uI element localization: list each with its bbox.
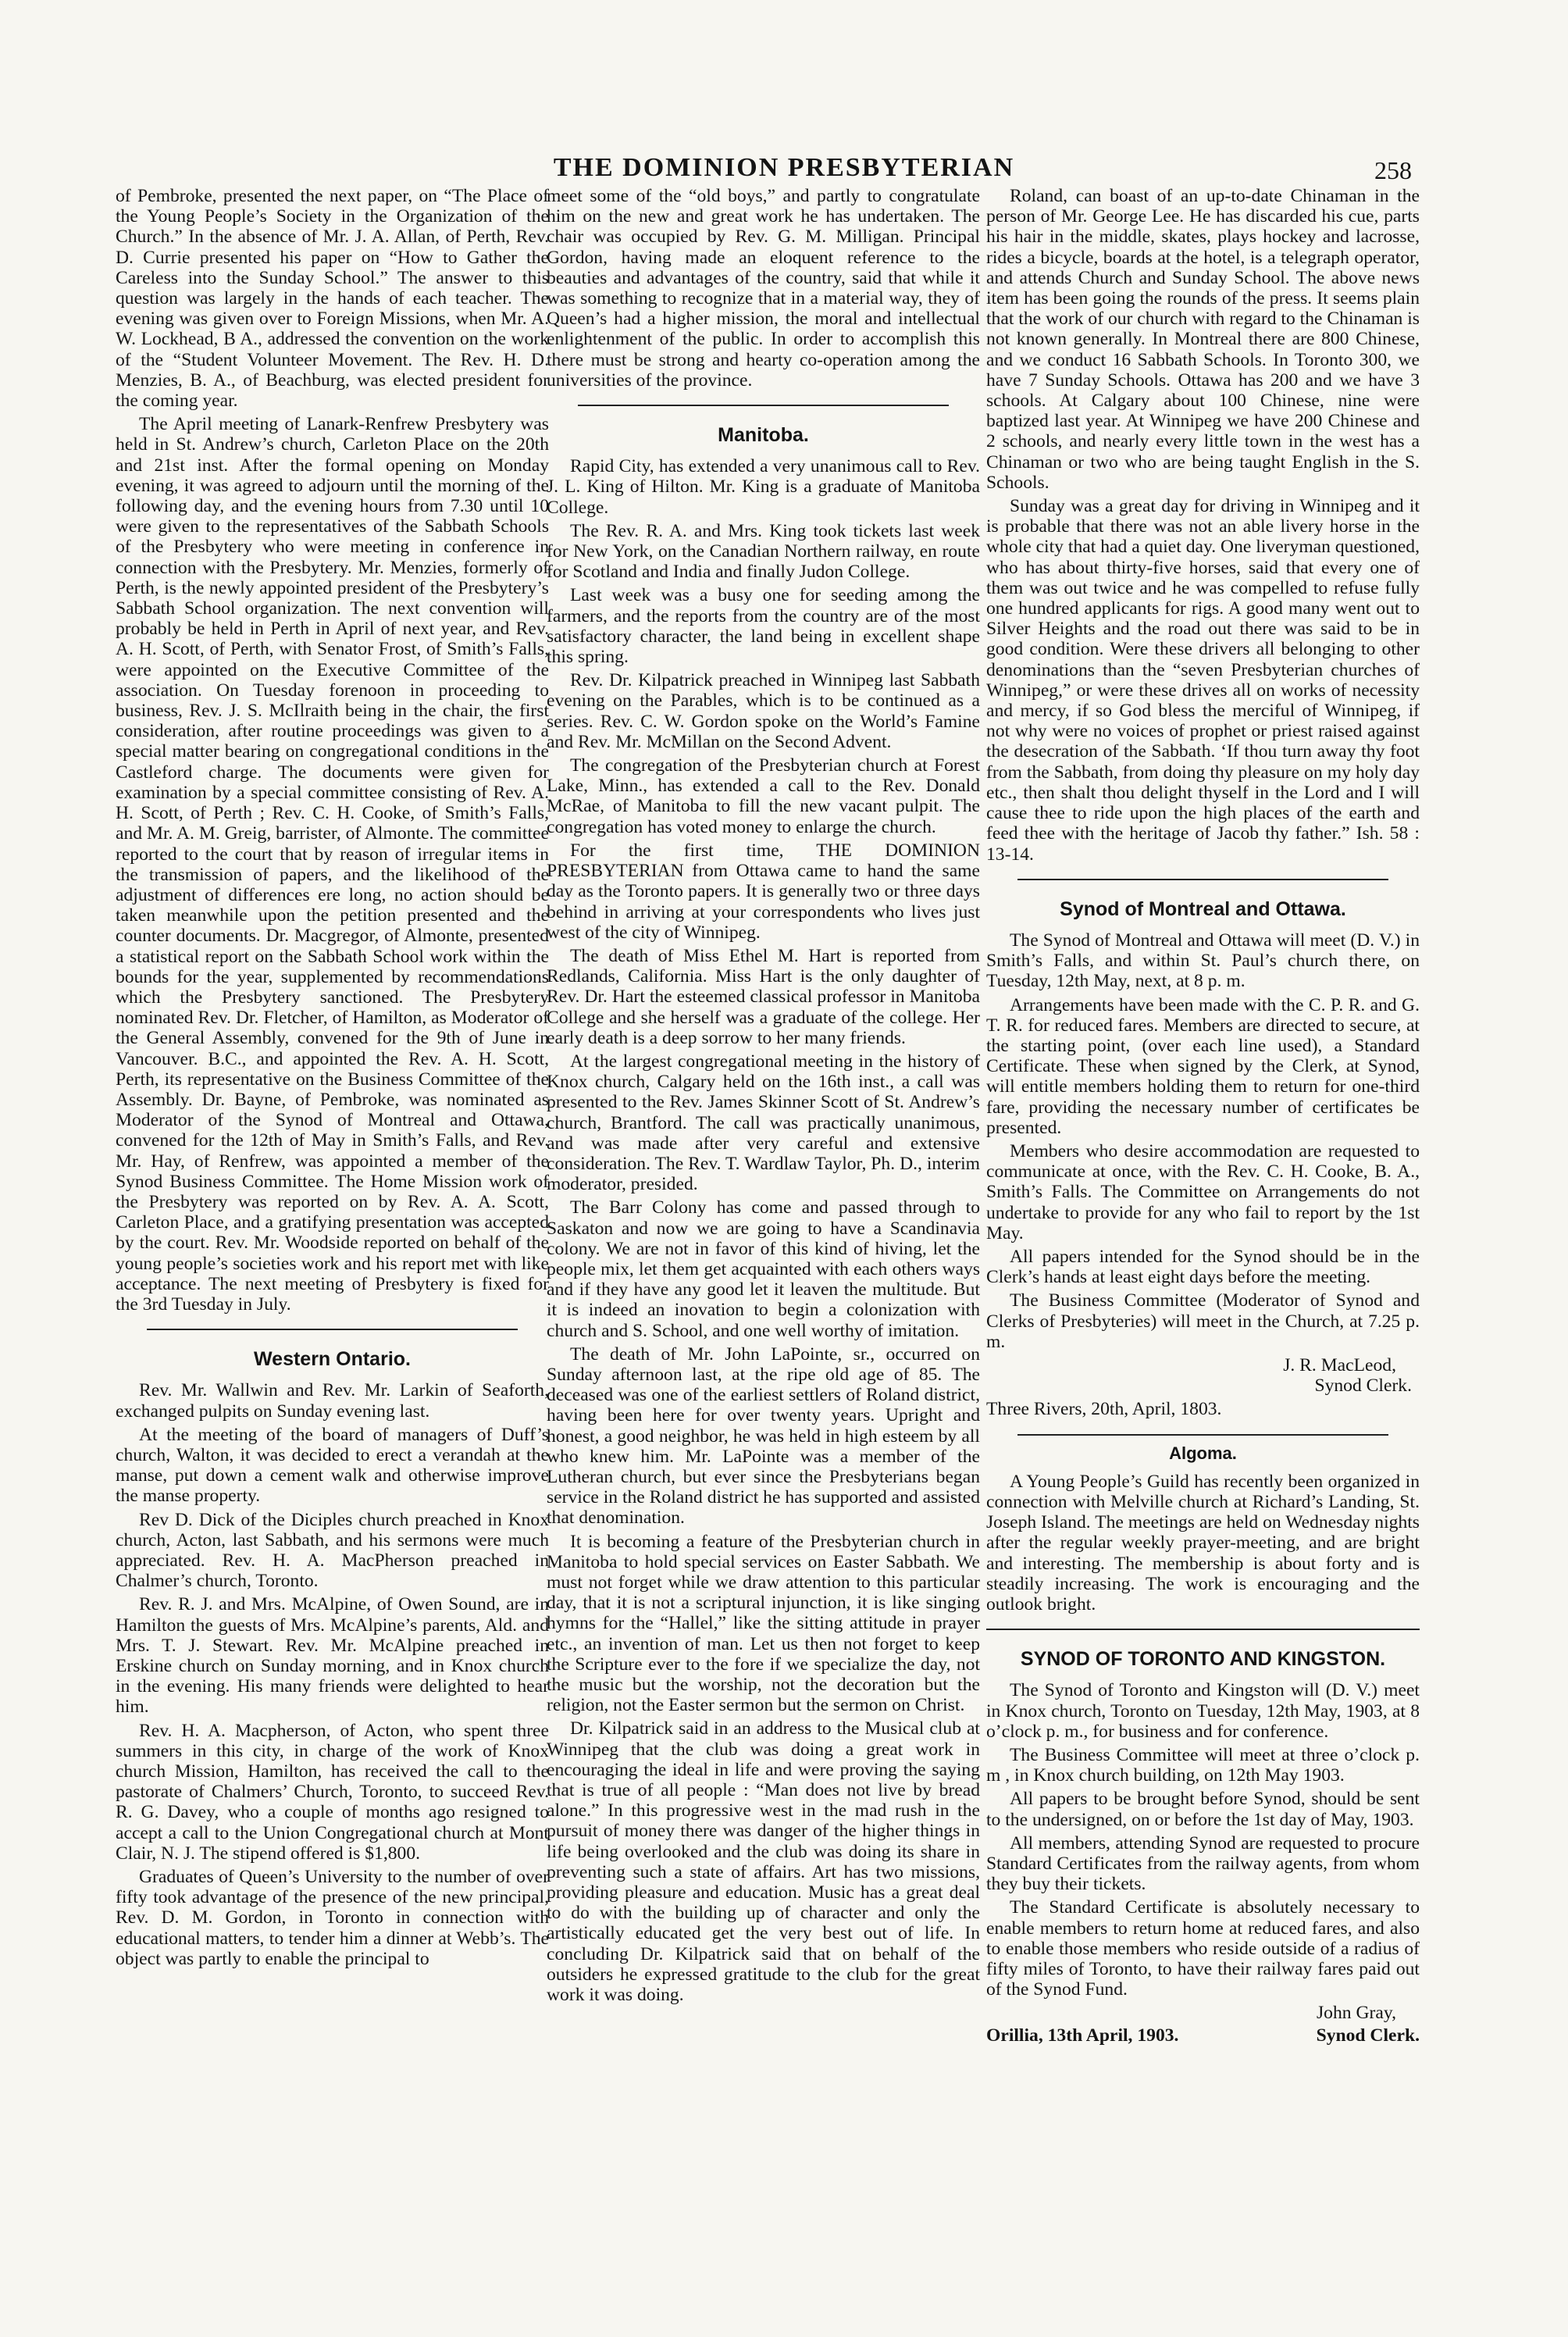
article-paragraph: All papers intended for the Synod should be in the Clerk’s hands at least eight days before the meeting. (986, 1246, 1420, 1288)
section-divider (147, 1329, 518, 1330)
masthead-title: THE DOMINION PRESBYTERIAN (553, 153, 1015, 182)
article-paragraph: For the first time, THE DOMINION PRESBYTERIAN from Ottawa came to hand the same day as the Toronto papers. It is generally two or three days behind in arriving at your correspondents who lives just west of the city of Winnipeg. (547, 840, 980, 943)
column-2 (547, 186, 980, 2008)
article-paragraph: All papers to be brought before Synod, should be sent to the undersigned, on or before the 1st day of May, 1903. (986, 1789, 1420, 1830)
section-divider (986, 1629, 1420, 1630)
article-paragraph: The Barr Colony has come and passed through to Saskaton and now we are going to have a Scandinavia colony. We are not in favor of this kind of hiving, let the people mix, let them get acquainted with each others ways and if they have any good let it leaven the multitude. But it is indeed an inovation to begin a colonization with church and S. School, and one well worthy of imitation. (547, 1197, 980, 1341)
article-paragraph: The Standard Certificate is absolutely necessary to enable members to return home at reduced fares, and also to enable those members who reside outside of a radius of fifty miles of Toronto, to have their railway fares paid out of the Synod Fund. (986, 1897, 1420, 2000)
section-heading-synod-toronto-kingston: SYNOD OF TORONTO AND KINGSTON. (1020, 1648, 1386, 1671)
article-paragraph: meet some of the “old boys,” and partly to congratulate him on the new and great work he has undertaken. The chair was occupied by Rev. G. M. Milligan. Principal Gordon, having made an eloquent reference to the beauties and advantages of the country, said that while it was something to recognize that in a material way, they of Queen’s had a higher mission, the moral and intellectual enlightenment of the public. In order to accomplish this there must be strong and hearty co-operation among the universities of the province. (547, 186, 980, 391)
article-paragraph: Rev. Dr. Kilpatrick preached in Winnipeg last Sabbath evening on the Parables, which is to be continued as a series. Rev. C. W. Gordon spoke on the World’s Famine and Rev. Mr. McMillan on the Second Advent. (547, 670, 980, 752)
closing-place-date: Orillia, 13th April, 1903. (986, 2025, 1179, 2046)
article-paragraph: Dr. Kilpatrick said in an address to the Musical club at Winnipeg that the club was doing a great work in encouraging the ideal in life and were proving the saying that is true of all people : “Man does not live by bread alone.” In this progressive west in the mad rush in the pursuit of money there was danger of the higher things in life being overlooked and the club was doing its share in preventing such a state of affairs. Art has two missions, providing pleasure and education. Music has a great deal to do with the building up of character and only the artistically educated get the very best out of life. In concluding Dr. Kilpatrick said that on behalf of the outsiders he expressed gratitude to the club for the great work it was doing. (547, 1718, 980, 2006)
article-paragraph: Graduates of Queen’s University to the number of over fifty took advantage of the presence of the new principal, Rev. D. M. Gordon, in Toronto in connection with educational matters, to tender him a dinner at Webb’s. The object was partly to enable the principal to (116, 1867, 549, 1969)
section-heading-synod-montreal-ottawa: Synod of Montreal and Ottawa. (1060, 897, 1346, 920)
section-heading-algoma: Algoma. (1169, 1443, 1237, 1463)
dateline: Three Rivers, 20th, April, 1803. (986, 1399, 1222, 1420)
column-1 (116, 186, 549, 1972)
closing-title: Synod Clerk. (1316, 2025, 1420, 2046)
closing-line (986, 2025, 1420, 2046)
article-paragraph: The congregation of the Presbyterian church at Forest Lake, Minn., has extended a call to the Rev. Donald McRae, of Manitoba to fill the new vacant pulpit. The congregation has voted money to enlarge the church. (547, 755, 980, 837)
column-3 (986, 186, 1420, 2046)
article-paragraph: All members, attending Synod are requested to procure Standard Certificates from the railway agents, from whom they buy their tickets. (986, 1832, 1420, 1895)
article-paragraph: The Synod of Montreal and Ottawa will meet (D. V.) in Smith’s Falls, and within St. Paul’s church there, on Tuesday, 12th May, next, at 8 p. m. (986, 929, 1420, 992)
article-paragraph: Roland, can boast of an up-to-date Chinaman in the person of Mr. George Lee. He has discarded his cue, parts his hair in the middle, skates, plays hockey and lacrosse, rides a bicycle, boards at the hotel, is a telegraph operator, and attends Church and Sunday School. The above news item has been going the rounds of the press. It seems plain that the work of our church with regard to the Chinaman is not known generally. In Montreal there are 800 Chinese, and we conduct 16 Sabbath Schools. In Toronto 300, we have 7 Sunday Schools. Ottawa has 200 and we have 3 schools. At Calgary about 100 Chinese, nine were baptized last year. At Winnipeg we have 200 Chinese and 2 schools, and nearly every little town in the west has a Chinaman or two who are being taught English in the S. Schools. (986, 186, 1420, 493)
article-paragraph: Rev. R. J. and Mrs. McAlpine, of Owen Sound, are in Hamilton the guests of Mrs. McAlpine’s parents, Ald. and Mrs. T. J. Stewart. Rev. Mr. McAlpine preached in Erskine church on Sunday morning, and in Knox church in the evening. His many friends were delighted to hear him. (116, 1594, 549, 1718)
signature-title: Synod Clerk. (1314, 1375, 1412, 1397)
article-paragraph: Last week was a busy one for seeding among the farmers, and the reports from the country are of the most satisfactory character, the land being in excellent shape this spring. (547, 585, 980, 668)
signature-name: J. R. MacLeod, (1283, 1354, 1396, 1375)
article-paragraph: The Business Committee will meet at three o’clock p. m , in Knox church building, on 12th May 1903. (986, 1745, 1420, 1786)
article-paragraph: Rev. H. A. Macpherson, of Acton, who spent three summers in this city, in charge of the work of Knox church Mission, Hamilton, has received the call to the pastorate of Chalmers’ Church, Toronto, to succeed Rev. R. G. Davey, who a couple of months ago resigned to accept a call to the Union Congregational church at Mont Clair, N. J. The stipend offered is $1,800. (116, 1720, 549, 1864)
article-paragraph: The Rev. R. A. and Mrs. King took tickets last week for New York, on the Canadian Northern railway, en route for Scotland and India and finally Judon College. (547, 520, 980, 583)
article-paragraph: Rapid City, has extended a very unanimous call to Rev. J. L. King of Hilton. Mr. King is a graduate of Manitoba College. (547, 456, 980, 518)
section-heading-western-ontario: Western Ontario. (254, 1348, 411, 1371)
article-paragraph: At the meeting of the board of managers of Duff’s church, Walton, it was decided to erect a verandah at the manse, put down a cement walk and otherwise improve the manse property. (116, 1424, 549, 1507)
article-paragraph: Arrangements have been made with the C. P. R. and G. T. R. for reduced fares. Members are directed to secure, at the starting point, (over each line used), a Standard Certificate. These when signed by the Clerk, at Synod, will entitle members holding them to return for one-third fare, providing the necessary number of certificates be presented. (986, 994, 1420, 1138)
article-paragraph: At the largest congregational meeting in the history of Knox church, Calgary held on the 16th inst., a call was presented to the Rev. James Skinner Scott of St. Andrew’s church, Brantford. The call was practically unanimous, and was made after very careful and extensive consideration. The Rev. T. Wardlaw Taylor, Ph. D., interim moderator, presided. (547, 1051, 980, 1195)
article-paragraph: The April meeting of Lanark-Renfrew Presbytery was held in St. Andrew’s church, Carleton Place on the 20th and 21st inst. After the formal opening on Monday evening, it was agreed to adjourn until the morning of the following day, and the evening hours from 7.30 until 10 were given to the representatives of the Sabbath Schools of the Presbytery who were meeting in conference in connection with the Presbytery. Mr. Menzies, formerly of Perth, is the newly appointed president of the Presbytery’s Sabbath School organization. The next convention will probably be held in Perth in April of next year, and Rev. A. H. Scott, of Perth, with Senator Frost, of Smith’s Falls, were appointed on the Executive Committee of the association. On Tuesday forenoon in proceeding to business, Rev. J. S. McIlraith being in the chair, the first consideration, after routine proceedings was given to a special matter bearing on congregational conditions in the Castleford charge. The documents were given for examination by a special committee consisting of Rev. A. H. Scott, of Perth ; Rev. C. H. Cooke, of Smith’s Falls, and Mr. A. M. Greig, barrister, of Almonte. The committee reported to the court that by reason of irregular items in the transmission of papers, and the likelihood of the adjustment of differences ere long, no action should be taken meanwhile upon the petition presented and the counter documents. Dr. Macgregor, of Almonte, presented a statistical report on the Sabbath School work within the bounds for the year, supplemented by recommendations which the Presbytery sanctioned. The Presbytery nominated Rev. Dr. Fletcher, of Hamilton, as Moderator of the General Assembly, convened for the 9th of June in Vancouver. B.C., and appointed the Rev. A. H. Scott, Perth, its representative on the Business Committee of the Assembly. Dr. Bayne, of Pembroke, was nominated as Moderator of the Synod of Montreal and Ottawa, convened for the 12th of May in Smith’s Falls, and Rev. Mr. Hay, of Renfrew, was appointed a member of the Synod Business Committee. The Home Mission work of the Presbytery was reported on by Rev. A. A. Scott, Carleton Place, and a gratifying presentation was accepted by the court. Rev. Mr. Woodside reported on behalf of the young people’s societies work and his report met with like acceptance. The next meeting of Presbytery is fixed for the 3rd Tuesday in July. (116, 414, 549, 1315)
article-paragraph: Rev. Mr. Wallwin and Rev. Mr. Larkin of Seaforth, exchanged pulpits on Sunday evening last. (116, 1380, 549, 1422)
section-divider (578, 405, 949, 406)
article-paragraph: Rev D. Dick of the Diciples church preached in Knox church, Acton, last Sabbath, and his sermons were much appreciated. Rev. H. A. MacPherson preached in Chalmer’s church, Toronto. (116, 1509, 549, 1592)
article-paragraph: The death of Mr. John LaPointe, sr., occurred on Sunday afternoon last, at the ripe old age of 85. The deceased was one of the earliest settlers of Roland district, having been here for over twenty years. Upright and honest, a good neighbor, he was held in high esteem by all who knew him. Mr. LaPointe was a member of the Lutheran church, but ever since the Presbyterians began service in the Roland district he has supported and assisted that denomination. (547, 1343, 980, 1529)
article-paragraph: A Young People’s Guild has recently been organized in connection with Melville church at Richard’s Landing, St. Joseph Island. The meetings are held on Wednesday nights after the regular weekly prayer-meeting, and are bright and interesting. The membership is about forty and is steadily increasing. The work is encouraging and the outlook bright. (986, 1471, 1420, 1614)
article-paragraph: The Synod of Toronto and Kingston will (D. V.) meet in Knox church, Toronto on Tuesday, 12th May, 1903, at 8 o’clock p. m., for business and for conference. (986, 1680, 1420, 1742)
article-paragraph: It is becoming a feature of the Presbyterian church in Manitoba to hold special services on Easter Sabbath. We must not forget while we draw attention to this particular day, that it is not a scriptural injunction, it is like singing hymns for the “Hallel,” like the sitting attitude in prayer etc., an invention of man. Let us then not forget to keep the Scripture ever to the fore if we specialize the day, not the music but the worship, not the decoration but the religion, not the Easter sermon but the sermon on Christ. (547, 1531, 980, 1716)
article-paragraph: The death of Miss Ethel M. Hart is reported from Redlands, California. Miss Hart is the only daughter of Rev. Dr. Hart the esteemed classical professor in Manitoba College and she herself was a graduate of the college. Her early death is a deep sorrow to her many friends. (547, 945, 980, 1048)
section-divider (1017, 879, 1388, 880)
page-number: 258 (1374, 156, 1412, 184)
section-heading-manitoba: Manitoba. (718, 424, 809, 447)
article-paragraph: of Pembroke, presented the next paper, on “The Place of the Young People’s Society in the Organization of the Church.” In the absence of Mr. J. A. Allan, of Perth, Rev. D. Currie presented his paper on “How to Gather the Careless into the Sunday School.” The answer to this question was largely in the hands of each teacher. The evening was given over to Foreign Missions, when Mr. A. W. Lockhead, B A., addressed the convention on the work of the “Student Volunteer Movement. The Rev. H. D. Menzies, B. A., of Beachburg, was elected president for the coming year. (116, 186, 549, 412)
article-paragraph: Members who desire accommodation are requested to communicate at once, with the Rev. C. H. Cooke, B. A., Smith’s Falls. The Committee on Arrangements do not undertake to provide for any who fail to report by the 1st May. (986, 1140, 1420, 1243)
section-divider (1017, 1434, 1388, 1436)
article-paragraph: Sunday was a great day for driving in Winnipeg and it is probable that there was not an able livery horse in the whole city that had a quiet day. One liveryman questioned, who has about thirty-five horses, said that every one of them was out twice and he was compelled to refuse fully one hundred applicants for rigs. A good many went out to Silver Heights and the road out there was said to be in good condition. Were these drivers all belonging to other denominations than the “seven Presbyterian churches of Winnipeg,” or were these drives all on works of necessity and mercy, if so God bless the merciful of Winnipeg, if not why were no voices of prophet or priest raised against the desecration of the Sabbath. ‘If thou turn away thy foot from the Sabbath, from doing thy pleasure on my holy day etc., then shalt thou delight thyself in the Lord and I will cause thee to ride upon the high places of the earth and feed thee with the heritage of Jacob thy father.” Ish. 58 : 13-14. (986, 496, 1420, 865)
signature-name: John Gray, (1316, 2003, 1396, 2024)
article-paragraph: The Business Committee (Moderator of Synod and Clerks of Presbyteries) will meet in the Church, at 7.25 p. m. (986, 1290, 1420, 1352)
